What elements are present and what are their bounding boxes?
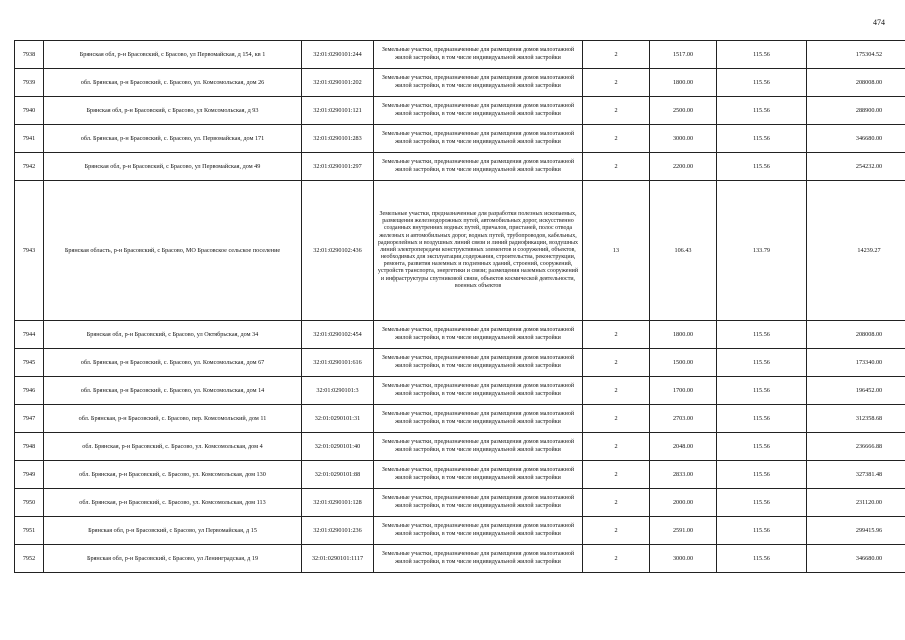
land-plots-table	[14, 40, 905, 573]
cadastral-value-cell: 346680.00	[807, 125, 905, 153]
address-cell: Брянская обл, р-н Брасовский, с Брасово, ул Ленинградская, д 19	[44, 545, 302, 573]
category-cell: 2	[583, 545, 650, 573]
cadastral-value-cell: 14239.27	[807, 181, 905, 321]
cadastral-number-cell: 32:01:0290101:236	[302, 517, 374, 545]
area-cell: 1517.00	[650, 41, 717, 69]
table-row	[15, 349, 905, 377]
area-cell: 2833.00	[650, 461, 717, 489]
area-cell: 1800.00	[650, 321, 717, 349]
category-cell: 2	[583, 517, 650, 545]
table-row	[15, 181, 905, 321]
address-cell: обл. Брянская, р-н Брасовский, с. Брасово, ул. Комсомольская, дом 4	[44, 433, 302, 461]
table-row	[15, 41, 905, 69]
row-number-cell: 7950	[15, 489, 44, 517]
permitted-use-cell: Земельные участки, предназначенные для размещения домов малоэтажной жилой застройки, в том числе индивидуальной жилой застройки	[374, 349, 583, 377]
cadastral-number-cell: 32:01:0290101:297	[302, 153, 374, 181]
category-cell: 2	[583, 153, 650, 181]
cadastral-value-cell: 327381.48	[807, 461, 905, 489]
unit-price-cell: 115.56	[717, 321, 807, 349]
address-cell: Брянская обл, р-н Брасовский, с Брасово, ул Первомайская, д 15	[44, 517, 302, 545]
category-cell: 2	[583, 321, 650, 349]
cadastral-number-cell: 32:01:0290101:88	[302, 461, 374, 489]
category-cell: 2	[583, 461, 650, 489]
cadastral-number-cell: 32:01:0290101:40	[302, 433, 374, 461]
address-cell: обл. Брянская, р-н Брасовский, с. Брасово, ул. Комсомольская, дом 67	[44, 349, 302, 377]
cadastral-value-cell: 208008.00	[807, 69, 905, 97]
row-number-cell: 7946	[15, 377, 44, 405]
cadastral-value-cell: 208008.00	[807, 321, 905, 349]
unit-price-cell: 133.79	[717, 181, 807, 321]
table-row	[15, 69, 905, 97]
row-number-cell: 7939	[15, 69, 44, 97]
table-row	[15, 433, 905, 461]
permitted-use-cell: Земельные участки, предназначенные для размещения домов малоэтажной жилой застройки, в том числе индивидуальной жилой застройки	[374, 405, 583, 433]
row-number-cell: 7942	[15, 153, 44, 181]
row-number-cell: 7952	[15, 545, 44, 573]
row-number-cell: 7949	[15, 461, 44, 489]
cadastral-value-cell: 175304.52	[807, 41, 905, 69]
permitted-use-cell: Земельные участки, предназначенные для размещения домов малоэтажной жилой застройки, в том числе индивидуальной жилой застройки	[374, 461, 583, 489]
unit-price-cell: 115.56	[717, 97, 807, 125]
cadastral-number-cell: 32:01:0290101:244	[302, 41, 374, 69]
cadastral-value-cell: 196452.00	[807, 377, 905, 405]
table-row	[15, 153, 905, 181]
address-cell: Брянская обл, р-н Брасовский, с Брасово, ул Первомайская, д 154, кв 1	[44, 41, 302, 69]
cadastral-number-cell: 32:01:0290101:3	[302, 377, 374, 405]
cadastral-number-cell: 32:01:0290101:31	[302, 405, 374, 433]
address-cell: обл. Брянская, р-н Брасовский, с. Брасово, ул. Комсомольская, дом 26	[44, 69, 302, 97]
category-cell: 2	[583, 97, 650, 125]
permitted-use-cell: Земельные участки, предназначенные для размещения домов малоэтажной жилой застройки, в том числе индивидуальной жилой застройки	[374, 517, 583, 545]
area-cell: 2000.00	[650, 489, 717, 517]
cadastral-number-cell: 32:01:0290101:616	[302, 349, 374, 377]
address-cell: Брянская обл, р-н Брасовский, с Брасово, ул Октябрьская, дом 34	[44, 321, 302, 349]
area-cell: 2048.00	[650, 433, 717, 461]
address-cell: обл. Брянская, р-н Брасовский, с. Брасово, ул. Комсомольская, дом 14	[44, 377, 302, 405]
category-cell: 2	[583, 41, 650, 69]
row-number-cell: 7951	[15, 517, 44, 545]
unit-price-cell: 115.56	[717, 153, 807, 181]
table-row	[15, 377, 905, 405]
category-cell: 2	[583, 377, 650, 405]
cadastral-number-cell: 32:01:0290101:283	[302, 125, 374, 153]
cadastral-number-cell: 32:01:0290101:202	[302, 69, 374, 97]
permitted-use-cell: Земельные участки, предназначенные для размещения домов малоэтажной жилой застройки, в том числе индивидуальной жилой застройки	[374, 545, 583, 573]
permitted-use-cell: Земельные участки, предназначенные для размещения домов малоэтажной жилой застройки, в том числе индивидуальной жилой застройки	[374, 69, 583, 97]
cadastral-number-cell: 32:01:0290102:436	[302, 181, 374, 321]
address-cell: обл. Брянская, р-н Брасовский, с. Брасово, ул. Первомайская, дом 171	[44, 125, 302, 153]
table-row	[15, 517, 905, 545]
table-row	[15, 97, 905, 125]
address-cell: Брянская обл, р-н Брасовский, с Брасово, ул Комсомольская, д 93	[44, 97, 302, 125]
area-cell: 2591.00	[650, 517, 717, 545]
row-number-cell: 7941	[15, 125, 44, 153]
area-cell: 2500.00	[650, 97, 717, 125]
address-cell: Брянская обл, р-н Брасовский, с Брасово, ул Первомайская, дом 49	[44, 153, 302, 181]
permitted-use-cell: Земельные участки, предназначенные для размещения домов малоэтажной жилой застройки, в том числе индивидуальной жилой застройки	[374, 489, 583, 517]
unit-price-cell: 115.56	[717, 461, 807, 489]
cadastral-value-cell: 236666.88	[807, 433, 905, 461]
row-number-cell: 7948	[15, 433, 44, 461]
table-row	[15, 125, 905, 153]
cadastral-value-cell: 231120.00	[807, 489, 905, 517]
address-cell: обл. Брянская, р-н Брасовский, с. Брасово, пер. Комсомольский, дом 11	[44, 405, 302, 433]
page-number: 474	[873, 18, 885, 27]
unit-price-cell: 115.56	[717, 489, 807, 517]
area-cell: 3000.00	[650, 125, 717, 153]
table-row	[15, 489, 905, 517]
row-number-cell: 7944	[15, 321, 44, 349]
area-cell: 106.43	[650, 181, 717, 321]
table-row	[15, 545, 905, 573]
category-cell: 2	[583, 69, 650, 97]
unit-price-cell: 115.56	[717, 433, 807, 461]
table-row	[15, 461, 905, 489]
unit-price-cell: 115.56	[717, 125, 807, 153]
area-cell: 3000.00	[650, 545, 717, 573]
cadastral-value-cell: 299415.96	[807, 517, 905, 545]
cadastral-value-cell: 254232.00	[807, 153, 905, 181]
cadastral-number-cell: 32:01:0290101:128	[302, 489, 374, 517]
area-cell: 1800.00	[650, 69, 717, 97]
category-cell: 2	[583, 433, 650, 461]
unit-price-cell: 115.56	[717, 377, 807, 405]
row-number-cell: 7938	[15, 41, 44, 69]
cadastral-value-cell: 288900.00	[807, 97, 905, 125]
category-cell: 2	[583, 125, 650, 153]
permitted-use-cell: Земельные участки, предназначенные для размещения домов малоэтажной жилой застройки, в том числе индивидуальной жилой застройки	[374, 433, 583, 461]
table-row	[15, 321, 905, 349]
row-number-cell: 7945	[15, 349, 44, 377]
unit-price-cell: 115.56	[717, 405, 807, 433]
permitted-use-cell: Земельные участки, предназначенные для размещения домов малоэтажной жилой застройки, в том числе индивидуальной жилой застройки	[374, 153, 583, 181]
table-body	[15, 41, 905, 573]
area-cell: 2703.00	[650, 405, 717, 433]
cadastral-number-cell: 32:01:0290101:1117	[302, 545, 374, 573]
row-number-cell: 7947	[15, 405, 44, 433]
cadastral-number-cell: 32:01:0290101:121	[302, 97, 374, 125]
cadastral-number-cell: 32:01:0290102:454	[302, 321, 374, 349]
unit-price-cell: 115.56	[717, 41, 807, 69]
category-cell: 2	[583, 405, 650, 433]
table-row	[15, 405, 905, 433]
address-cell: Брянская область, р-н Брасовский, с Брасово, МО Брасовское сельское поселение	[44, 181, 302, 321]
address-cell: обл. Брянская, р-н Брасовский, с. Брасово, ул. Комсомольская, дом 130	[44, 461, 302, 489]
permitted-use-cell: Земельные участки, предназначенные для размещения домов малоэтажной жилой застройки, в том числе индивидуальной жилой застройки	[374, 377, 583, 405]
category-cell: 2	[583, 489, 650, 517]
address-cell: обл. Брянская, р-н Брасовский, с. Брасово, ул. Комсомольская, дом 113	[44, 489, 302, 517]
cadastral-value-cell: 346680.00	[807, 545, 905, 573]
area-cell: 1700.00	[650, 377, 717, 405]
unit-price-cell: 115.56	[717, 545, 807, 573]
category-cell: 13	[583, 181, 650, 321]
unit-price-cell: 115.56	[717, 517, 807, 545]
permitted-use-cell: Земельные участки, предназначенные для размещения домов малоэтажной жилой застройки, в том числе индивидуальной жилой застройки	[374, 125, 583, 153]
row-number-cell: 7943	[15, 181, 44, 321]
cadastral-value-cell: 312358.68	[807, 405, 905, 433]
cadastral-value-cell: 173340.00	[807, 349, 905, 377]
permitted-use-cell: Земельные участки, предназначенные для размещения домов малоэтажной жилой застройки, в том числе индивидуальной жилой застройки	[374, 321, 583, 349]
permitted-use-cell: Земельные участки, предназначенные для размещения домов малоэтажной жилой застройки, в том числе индивидуальной жилой застройки	[374, 97, 583, 125]
area-cell: 1500.00	[650, 349, 717, 377]
permitted-use-cell: Земельные участки, предназначенные для размещения домов малоэтажной жилой застройки, в том числе индивидуальной жилой застройки	[374, 41, 583, 69]
row-number-cell: 7940	[15, 97, 44, 125]
unit-price-cell: 115.56	[717, 349, 807, 377]
unit-price-cell: 115.56	[717, 69, 807, 97]
category-cell: 2	[583, 349, 650, 377]
area-cell: 2200.00	[650, 153, 717, 181]
permitted-use-cell: Земельные участки, предназначенные для разработки полезных ископаемых, размещения железнодорожных путей, автомобильных дорог, искусственно созданных внутренних водных путей, причалов, пристаней, полос отвода железных и автомобильных дорог, водных путей, трубопроводов, кабельных, радиорелейных и воздушных линий связи и линий радиофикации, воздушных линий электропередачи конструктивных элементов и сооружений, объектов, необходимых для эксплуатации,содержания, строительства, реконструкции, ремонта, развития наземных и подземных зданий, строений, сооружений, устройств транспорта, энергетики и связи; размещения наземных сооружений и инфраструктуры спутниковой связи, объектов космической деятельности, военных объектов	[374, 181, 583, 321]
